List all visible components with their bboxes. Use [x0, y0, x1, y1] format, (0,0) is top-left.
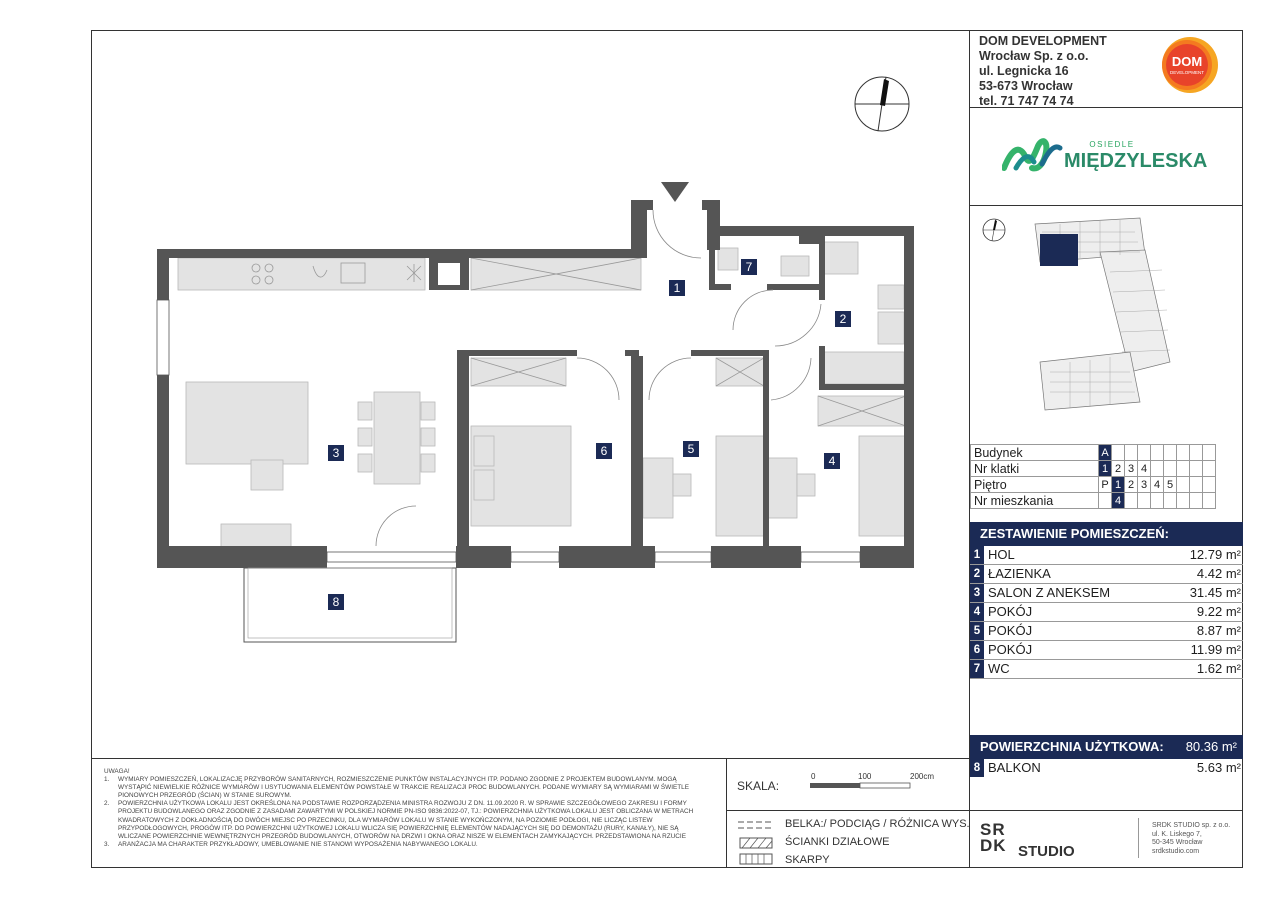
scale-bar — [810, 782, 920, 790]
logo-divider — [969, 205, 1243, 206]
room-row: 3 SALON Z ANEKSEM 31.45 m² — [970, 584, 1243, 603]
wc-toilet — [781, 256, 809, 276]
single-bed — [859, 436, 907, 536]
legend-partition: ŚCIANKI DZIAŁOWE — [785, 836, 890, 848]
dom-logo-subtext: DEVELOPMENT — [1169, 70, 1205, 75]
desk — [767, 458, 797, 518]
sofa — [186, 382, 308, 464]
notes: UWAGA! 1. WYMIARY POMIESZCZEŃ, LOKALIZACJĘ PRZYBORÓW SANITARNYCH, ROZMIESZCZENIE PUNKTÓW INSTALACYJNYCH ITP. PODANO ZGODNIE Z PROJEKTEM BUDOWLANYM. MOGĄ WYSTĄPIĆ NIEWIELKIE RÓŻNICE WYMIARÓW I USYTUOWANIA ELEMENTÓW POWSTAŁE W TRAKCIE REALIZACJI PROC BUDOWLANYCH. PODANE WYMIARY SĄ WYMIARAMI W ŚWIETLE PIONOWYCH PRZEGRÓD (ŚCIAN) W STANIE SUROWYM. 2. POWIERZCHNIA UŻYTKOWA LOKALU JEST OKREŚLONA NA PODSTAWIE ROZPORZĄDZENIA MINISTRA ROZWOJU Z DN. 11.09.2020 R. W SPRAWIE SZCZEGÓŁOWEGO ZAKRESU I FORMY PROJEKTU BUDOWLANEGO ORAZ ZGODNIE Z ZASADAMI ZAWARTYMI W POLSKIEJ NORMIE PN-ISO 9836:2022-07, TJ.: POWIERZCHNIA UŻYTKOWA LOKALU JEST OBLICZANA W METRACH KWADRATOWYCH Z DOKŁADNOŚCIĄ DO DWÓCH MIEJSC PO PRZECINKU, DLA WYMIARÓW LOKALU W STANIE WYKOŃCZONYM, NA POZIOMIE PODŁOGI, NIE LICZĄC LISTEW PRZYPODŁOGOWYCH, PROGÓW ITP. DO POWIERZCHNI UŻYTKOWEJ LOKALU WLICZA SIĘ POWIERZCHNIĘ ELEMENTÓW NADAJĄCYCH SIĘ DO DEMONTAŻU (RURY, KANAŁY), NIE SĄ WLICZANE POWIERZCHNIE WEWNĘTRZNYCH PRZEGRÓD BUDOWLANYCH, OTWORÓW NA DRZWI I OKNA ORAZ NISZE W ELEMENTACH ZAMYKAJĄCYCH. PRZEDSTAWIONA NA RZUCIE 3. ARANŻACJA MA CHARAKTER PRZYKŁADOWY, UMEBLOWANIE NIE STANOWI WYPOSAŻENIA NABYWANEGO LOKALU. — [104, 768, 724, 849]
dining-table — [374, 392, 420, 484]
company-info — [979, 34, 1107, 109]
room-label-4: 4 — [824, 453, 840, 469]
rooms-header: ZESTAWIENIE POMIESZCZEŃ: — [970, 522, 1243, 546]
studio-address-divider — [1138, 818, 1139, 858]
key-plan-north-icon — [983, 219, 1005, 241]
apartment-label: Nr mieszkania — [971, 493, 1099, 509]
company-street: ul. Legnicka 16 — [979, 64, 1069, 78]
balcony-outline — [244, 568, 456, 642]
room-label-3: 3 — [328, 445, 344, 461]
building-label: Budynek — [971, 445, 1099, 461]
legend-symbols — [736, 816, 776, 868]
chair — [358, 454, 372, 472]
pillow — [474, 470, 494, 500]
osiedle-miedzyleska-logo — [1002, 134, 1217, 176]
company-entity: Wrocław Sp. z o.o. — [979, 49, 1089, 63]
row-building: Budynek A — [971, 445, 1216, 461]
floor-plan — [91, 30, 970, 758]
company-city: 53-673 Wrocław — [979, 79, 1073, 93]
desk — [643, 458, 673, 518]
chair — [358, 402, 372, 420]
rooms-list — [970, 546, 1243, 679]
total-area-label: POWIERZCHNIA UŻYTKOWA: — [980, 739, 1164, 754]
chair — [358, 428, 372, 446]
key-plan-highlight — [1040, 234, 1078, 266]
total-area-value: 80.36 m² — [1185, 739, 1237, 754]
wc-sink — [718, 248, 738, 270]
room-row: 7 WC 1.62 m² — [970, 660, 1243, 679]
srdk-word: STUDIO — [1018, 843, 1075, 860]
balcony-row: 8 BALKON 5.63 m² — [970, 759, 1243, 777]
studio-address: SRDK STUDIO sp. z o.o. ul. K. Liskego 7, 50-345 Wrocław srdkstudio.com — [1152, 822, 1231, 855]
room-label-8: 8 — [328, 594, 344, 610]
footer-divider — [91, 758, 970, 759]
desk-chair — [673, 474, 691, 496]
room-label-1: 1 — [669, 280, 685, 296]
dom-development-logo — [1154, 35, 1224, 97]
company-name: DOM DEVELOPMENT — [979, 34, 1107, 48]
room-row: 5 POKÓJ 8.87 m² — [970, 622, 1243, 641]
dom-logo-text: DOM — [1171, 54, 1203, 69]
estate-logo-small: OSIEDLE — [1089, 140, 1135, 149]
room-row: 1 HOL 12.79 m² — [970, 546, 1243, 565]
tv-cabinet — [221, 524, 291, 548]
shaft — [438, 263, 460, 285]
legend-slope: SKARPY — [785, 854, 830, 866]
floor-label: Piętro — [971, 477, 1099, 493]
scale-divider — [726, 810, 969, 811]
scale-tick-200: 200cm — [910, 772, 935, 781]
notes-divider — [726, 758, 727, 868]
room-label-2: 2 — [835, 311, 851, 327]
total-area-bar — [970, 735, 1243, 759]
chair — [421, 454, 435, 472]
toilet — [878, 285, 904, 309]
building-key-plan — [980, 212, 1195, 412]
row-apartment: Nr mieszkania 4 — [971, 493, 1216, 509]
room-row: 4 POKÓJ 9.22 m² — [970, 603, 1243, 622]
chair — [421, 402, 435, 420]
bathtub — [822, 352, 904, 384]
washbasin — [878, 312, 904, 344]
room-label-7: 7 — [741, 259, 757, 275]
washing-machine — [823, 242, 858, 274]
srdk-mark: SR DK — [980, 820, 1007, 855]
scale-label: SKALA: — [737, 779, 780, 793]
coffee-table — [251, 460, 283, 490]
room-row: 6 POKÓJ 11.99 m² — [970, 641, 1243, 660]
room-label-5: 5 — [683, 441, 699, 457]
scale-tick-0: 0 — [811, 772, 816, 781]
staircase-label: Nr klatki — [971, 461, 1099, 477]
desk-chair — [797, 474, 815, 496]
row-floor: Piętro P 1 2 3 4 5 — [971, 477, 1216, 493]
location-table — [970, 444, 1216, 509]
studio-divider — [969, 810, 1243, 811]
estate-logo-big: MIĘDZYLESKA — [1064, 150, 1208, 172]
company-phone: tel. 71 747 74 74 — [979, 94, 1074, 108]
scale-tick-100: 100 — [858, 772, 872, 781]
entrance-marker-icon — [661, 182, 689, 202]
single-bed — [716, 436, 764, 536]
notes-title: UWAGA! — [104, 768, 130, 775]
chair — [421, 428, 435, 446]
kitchen-counter — [178, 258, 425, 290]
legend-beam: BELKA:/ PODCIĄG / RÓŻNICA WYS. — [785, 818, 970, 830]
room-label-6: 6 — [596, 443, 612, 459]
row-staircase: Nr klatki 1 2 3 4 — [971, 461, 1216, 477]
room-row: 2 ŁAZIENKA 4.42 m² — [970, 565, 1243, 584]
pillow — [474, 436, 494, 466]
